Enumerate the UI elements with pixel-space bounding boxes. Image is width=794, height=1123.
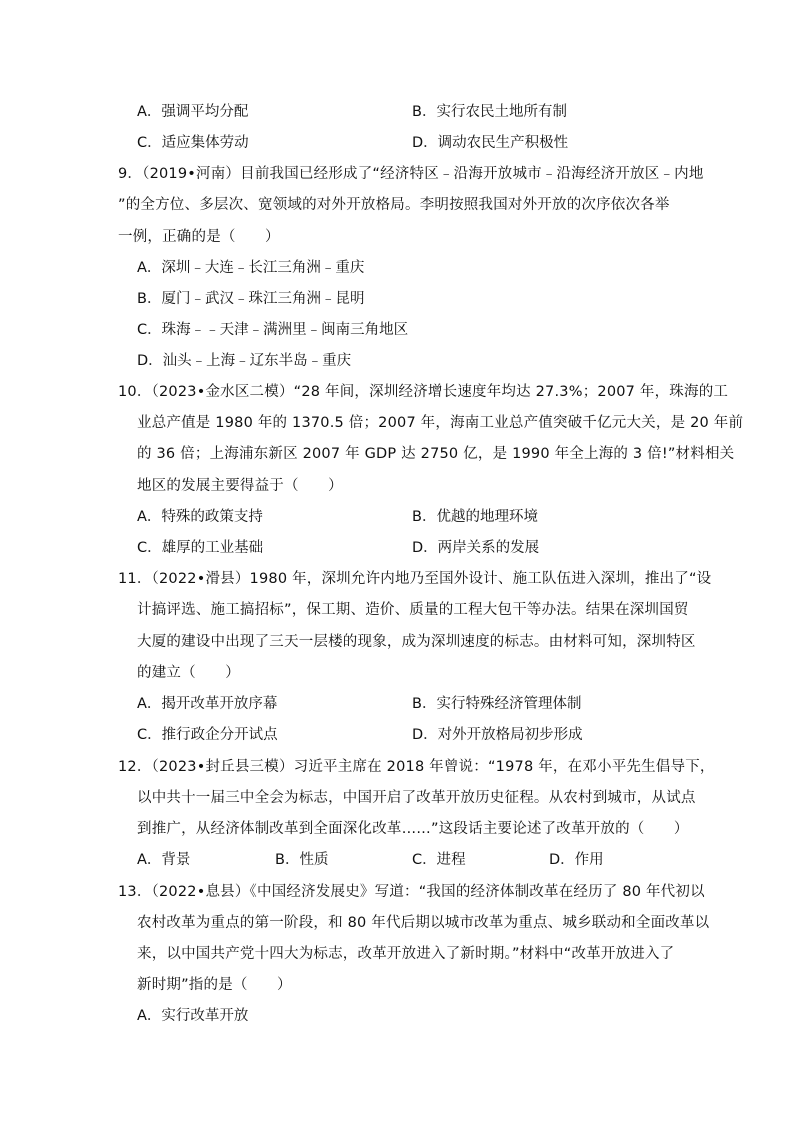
q10-option-d: D．两岸关系的发展 xyxy=(412,540,540,556)
q10-option-b: B．优越的地理环境 xyxy=(412,509,538,525)
q10-stem-line-3: 的 36 倍；上海浦东新区 2007 年 GDP 达 2750 亿，是 1990 年全上海的 3 倍!”材料相关 xyxy=(137,446,735,462)
q13-stem-line-4: 新时期”指的是（ ） xyxy=(137,977,292,993)
q9-option-a: A．深圳﹣大连﹣长江三角洲﹣重庆 xyxy=(137,260,365,276)
q8-option-b: B．实行农民土地所有制 xyxy=(412,104,567,120)
q11-stem-line-4: 的建立（ ） xyxy=(137,665,240,681)
q11-stem-line-1: 11．（2022•滑县）1980 年，深圳允许内地乃至国外设计、施工队伍进入深圳，推出了“设 xyxy=(118,571,712,587)
q11-stem-line-3: 大厦的建设中出现了三天一层楼的现象，成为深圳速度的标志。由材料可知，深圳特区 xyxy=(137,634,696,650)
q9-option-c: C．珠海﹣﹣天津﹣满洲里﹣闽南三角地区 xyxy=(137,322,409,338)
q8-option-d: D．调动农民生产积极性 xyxy=(412,135,569,151)
q9-option-b: B．厦门﹣武汉﹣珠江三角洲﹣昆明 xyxy=(137,291,365,307)
q12-option-b: B．性质 xyxy=(275,852,329,868)
q11-option-b: B．实行特殊经济管理体制 xyxy=(412,696,582,712)
q9-stem-line-3: 一例，正确的是（ ） xyxy=(118,229,280,245)
q11-option-a: A．揭开改革开放序幕 xyxy=(137,696,278,712)
q12-stem-line-3: 到推广，从经济体制改革到全面深化改革……”这段话主要论述了改革开放的（ ） xyxy=(137,821,689,837)
q8-option-a: A．强调平均分配 xyxy=(137,104,249,120)
q8-option-c: C．适应集体劳动 xyxy=(137,135,249,151)
q13-stem-line-2: 农村改革为重点的第一阶段，和 80 年代后期以城市改革为重点、城乡联动和全面改革以 xyxy=(137,915,710,931)
q9-stem-line-2: ”的全方位、多层次、宽领域的对外开放格局。李明按照我国对外开放的次序依次各举 xyxy=(118,197,670,213)
q10-option-c: C．雄厚的工业基础 xyxy=(137,540,264,556)
q11-option-c: C．推行政企分开试点 xyxy=(137,727,278,743)
q13-stem-line-1: 13．（2022•息县）《中国经济发展史》写道：“我国的经济体制改革在经历了 80 年代初以 xyxy=(118,884,705,900)
q13-option-a: A．实行改革开放 xyxy=(137,1008,249,1024)
q10-stem-line-1: 10．（2023•金水区二模）“28 年间，深圳经济增长速度年均达 27.3%；2007 年，珠海的工 xyxy=(118,384,729,400)
q10-stem-line-2: 业总产值是 1980 年的 1370.5 倍；2007 年，海南工业总产值突破千亿元大关，是 20 年前 xyxy=(137,415,744,431)
q11-stem-line-2: 计搞评选、施工搞招标”，保工期、造价、质量的工程大包干等办法。结果在深圳国贸 xyxy=(137,602,689,618)
q12-option-c: C．进程 xyxy=(412,852,466,868)
q13-stem-line-3: 来，以中国共产党十四大为标志，改革开放进入了新时期。”材料中“改革开放进入了 xyxy=(137,946,675,962)
q12-option-d: D．作用 xyxy=(549,852,604,868)
q12-stem-line-2: 以中共十一届三中全会为标志，中国开启了改革开放历史征程。从农村到城市，从试点 xyxy=(137,790,696,806)
q12-stem-line-1: 12．（2023•封丘县三模）习近平主席在 2018 年曾说：“1978 年，在邓小平先生倡导下， xyxy=(118,759,715,775)
q9-stem-line-1: 9．（2019•河南）目前我国已经形成了“经济特区﹣沿海开放城市﹣沿海经济开放区﹣内地 xyxy=(118,166,704,182)
q10-option-a: A．特殊的政策支持 xyxy=(137,509,263,525)
q10-stem-line-4: 地区的发展主要得益于（ ） xyxy=(137,478,343,494)
q11-option-d: D．对外开放格局初步形成 xyxy=(412,727,583,743)
q9-option-d: D．汕头﹣上海﹣辽东半岛﹣重庆 xyxy=(137,353,352,369)
q12-option-a: A．背景 xyxy=(137,852,191,868)
